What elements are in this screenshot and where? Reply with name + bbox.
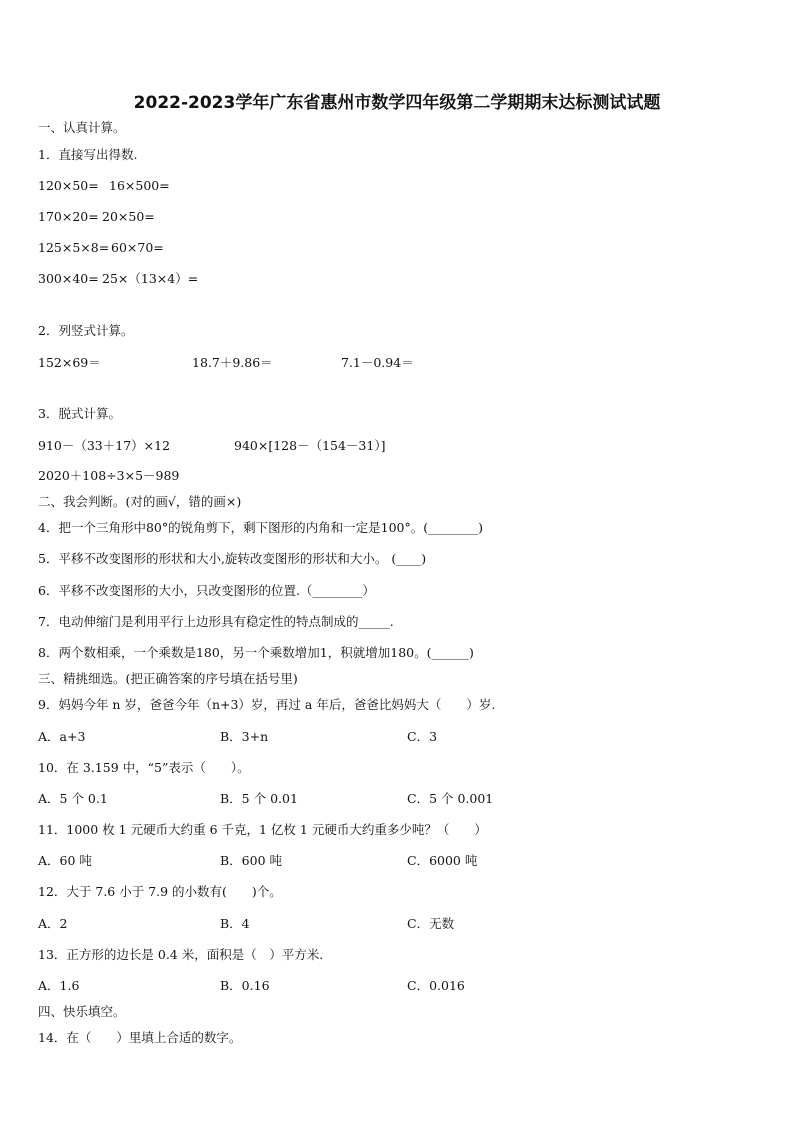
option-c: C．3 — [407, 729, 438, 744]
option-c: C．0.016 — [407, 978, 465, 993]
calc-item: 20×50= — [102, 209, 155, 224]
question-4: 4．把一个三角形中80°的锐角剪下，剩下图形的内角和一定是100°。(________) — [38, 520, 483, 535]
option-a: A．60 吨 — [38, 853, 92, 868]
calc-item: 16×500= — [109, 178, 170, 193]
question-7: 7．电动伸缩门是利用平行上边形具有稳定性的特点制成的_____. — [38, 614, 394, 629]
calc-item: 120×50= — [38, 178, 99, 193]
section-4-heading: 四、快乐填空。 — [38, 1004, 126, 1019]
calc-item: 125×5×8= — [38, 240, 110, 255]
vertical-calc-item: 18.7＋9.86＝ — [192, 355, 273, 370]
option-a: A．1.6 — [38, 978, 80, 993]
step-calc-item: 940×[128－（154－31）] — [234, 438, 386, 453]
question-5: 5．平移不改变图形的形状和大小,旋转改变图形的形状和大小。 (____) — [38, 551, 427, 566]
option-a: A．2 — [38, 916, 68, 931]
option-c: C．5 个 0.001 — [407, 791, 494, 806]
question-6: 6．平移不改变图形的大小，只改变图形的位置.（________） — [38, 583, 375, 598]
section-1-heading: 一、认真计算。 — [38, 120, 126, 135]
option-a: A．5 个 0.1 — [38, 791, 108, 806]
step-calc-item: 910－（33＋17）×12 — [38, 438, 171, 453]
calc-item: 170×20= — [38, 209, 99, 224]
section-3-heading: 三、精挑细选。(把正确答案的序号填在括号里) — [38, 671, 298, 686]
option-b: B．4 — [220, 916, 250, 931]
calc-item: 60×70= — [111, 240, 164, 255]
step-calc-item: 2020＋108÷3×5－989 — [38, 468, 180, 483]
option-c: C．无数 — [407, 916, 455, 931]
question-9-stem: 9．妈妈今年 n 岁，爸爸今年（n+3）岁，再过 a 年后，爸爸比妈妈大（ ）岁. — [38, 697, 496, 712]
question-8: 8．两个数相乘，一个乘数是180，另一个乘数增加1，积就增加180。(______) — [38, 645, 474, 660]
question-2-label: 2．列竖式计算。 — [38, 323, 134, 338]
option-b: B．0.16 — [220, 978, 270, 993]
section-2-heading: 二、我会判断。(对的画√，错的画×) — [38, 494, 242, 509]
page-title: 2022-2023学年广东省惠州市数学四年级第二学期期末达标测试试题 — [133, 93, 661, 113]
question-3-label: 3．脱式计算。 — [38, 406, 121, 421]
option-c: C．6000 吨 — [407, 853, 478, 868]
vertical-calc-item: 152×69＝ — [38, 355, 101, 370]
vertical-calc-item: 7.1－0.94＝ — [341, 355, 414, 370]
option-b: B．5 个 0.01 — [220, 791, 298, 806]
question-14: 14．在（ ）里填上合适的数字。 — [38, 1030, 242, 1045]
question-11-stem: 11．1000 枚 1 元硬币大约重 6 千克，1 亿枚 1 元硬币大约重多少吨？（ ） — [38, 822, 487, 837]
option-b: B．600 吨 — [220, 853, 283, 868]
question-1-label: 1．直接写出得数. — [38, 147, 138, 162]
question-12-stem: 12．大于 7.6 小于 7.9 的小数有( )个。 — [38, 884, 282, 899]
calc-item: 300×40= — [38, 271, 99, 286]
question-13-stem: 13．正方形的边长是 0.4 米，面积是（ ）平方米. — [38, 947, 324, 962]
calc-item: 25×（13×4）= — [102, 271, 199, 286]
question-10-stem: 10．在 3.159 中，“5”表示（ ）。 — [38, 760, 250, 775]
option-a: A．a+3 — [38, 729, 86, 744]
option-b: B．3+n — [220, 729, 269, 744]
